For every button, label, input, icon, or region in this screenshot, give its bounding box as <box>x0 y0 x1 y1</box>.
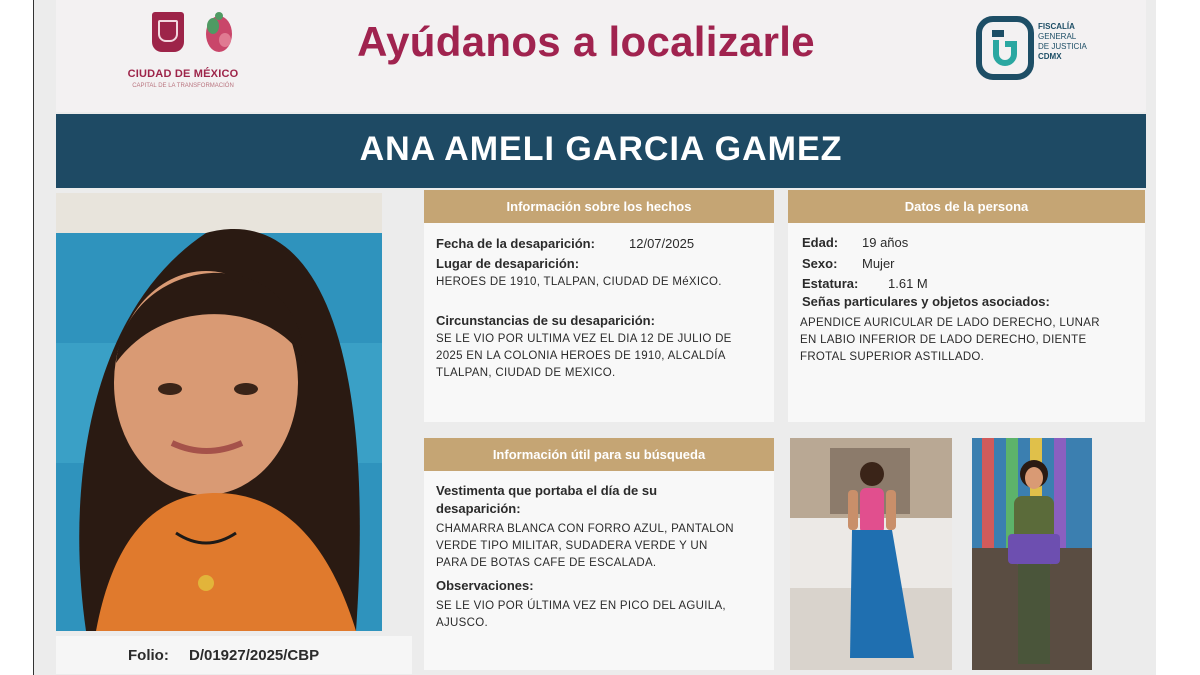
poster-header <box>56 0 1146 112</box>
portrait-image <box>56 193 382 631</box>
fgj-logo-text <box>1038 22 1087 62</box>
cdmx-logo-tagline: CAPITAL DE LA TRANSFORMACIÓN <box>132 83 234 89</box>
cdmx-flower-icon <box>200 8 238 58</box>
fgj-line-3: DE JUSTICIA <box>1038 42 1087 51</box>
date-label: Fecha de la desaparición: <box>436 236 595 251</box>
marks-label: Señas particulares y objetos asociados: <box>802 294 1050 309</box>
facts-heading: Información sobre los hechos <box>424 190 774 223</box>
sex-value: Mujer <box>862 256 895 271</box>
clothes-label: Vestimenta que portaba el día de su <box>436 483 658 498</box>
fgj-line-4: CDMX <box>1038 52 1062 61</box>
folio-number: D/01927/2025/CBP <box>189 647 320 664</box>
fgj-logo <box>976 12 1096 92</box>
circumstances-line: SE LE VIO POR ULTIMA VEZ EL DIA 12 DE JULIO DE <box>436 333 732 345</box>
person-data-panel <box>788 190 1145 422</box>
clothes-line: CHAMARRA BLANCA CON FORRO AZUL, PANTALON <box>436 523 734 535</box>
poster-title: Ayúdanos a localizarle <box>357 18 815 65</box>
circumstances-label: Circunstancias de su desaparición: <box>436 313 655 328</box>
age-value: 19 años <box>862 235 909 250</box>
full-body-photo-2 <box>972 438 1092 670</box>
cdmx-shield-icon <box>152 12 184 52</box>
portrait-photo <box>56 193 382 631</box>
full-body-photo-1-image <box>790 438 952 670</box>
circumstances-line: TLALPAN, CIUDAD DE MEXICO. <box>436 367 616 379</box>
observations-line: AJUSCO. <box>436 617 488 629</box>
folio-box <box>56 636 412 674</box>
sex-label: Sexo: <box>802 256 838 271</box>
facts-panel <box>424 190 774 422</box>
fgj-line-2: GENERAL <box>1038 32 1077 41</box>
folio-label: Folio: <box>128 647 169 664</box>
clothes-line: PARA DE BOTAS CAFE DE ESCALADA. <box>436 557 657 569</box>
search-info-panel <box>424 438 774 670</box>
date-value: 12/07/2025 <box>629 236 695 251</box>
marks-line: EN LABIO INFERIOR DE LADO DERECHO, DIENTE <box>800 334 1087 346</box>
full-body-photo-1 <box>790 438 952 670</box>
observations-line: SE LE VIO POR ÚLTIMA VEZ EN PICO DEL AGUILA, <box>436 600 726 612</box>
clothes-label-cont: desaparición: <box>436 501 521 516</box>
marks-line: APENDICE AURICULAR DE LADO DERECHO, LUNAR <box>800 317 1100 329</box>
circumstances-line: 2025 EN LA COLONIA HEROES DE 1910, ALCALDÍA <box>436 350 726 362</box>
missing-person-poster <box>33 0 1156 675</box>
person-data-heading: Datos de la persona <box>788 190 1145 223</box>
search-info-heading: Información útil para su búsqueda <box>424 438 774 471</box>
place-label: Lugar de desaparición: <box>436 256 580 271</box>
person-name: ANA AMELI GARCIA GAMEZ <box>359 130 843 168</box>
age-label: Edad: <box>802 235 839 250</box>
observations-label: Observaciones: <box>436 578 534 593</box>
height-label: Estatura: <box>802 276 859 291</box>
place-value: HEROES DE 1910, TLALPAN, CIUDAD DE MéXICO. <box>436 276 722 288</box>
name-band <box>56 114 1146 188</box>
clothes-line: VERDE TIPO MILITAR, SUDADERA VERDE Y UN <box>436 540 708 552</box>
marks-line: FROTAL SUPERIOR ASTILLADO. <box>800 351 985 363</box>
cdmx-logo-text: CIUDAD DE MÉXICO <box>127 68 239 80</box>
fgj-line-1: FISCALÍA <box>1038 22 1075 31</box>
cdmx-logo <box>118 6 248 96</box>
height-value: 1.61 M <box>888 276 928 291</box>
full-body-photo-2-image <box>972 438 1092 670</box>
fgj-mark-icon <box>976 16 1034 80</box>
